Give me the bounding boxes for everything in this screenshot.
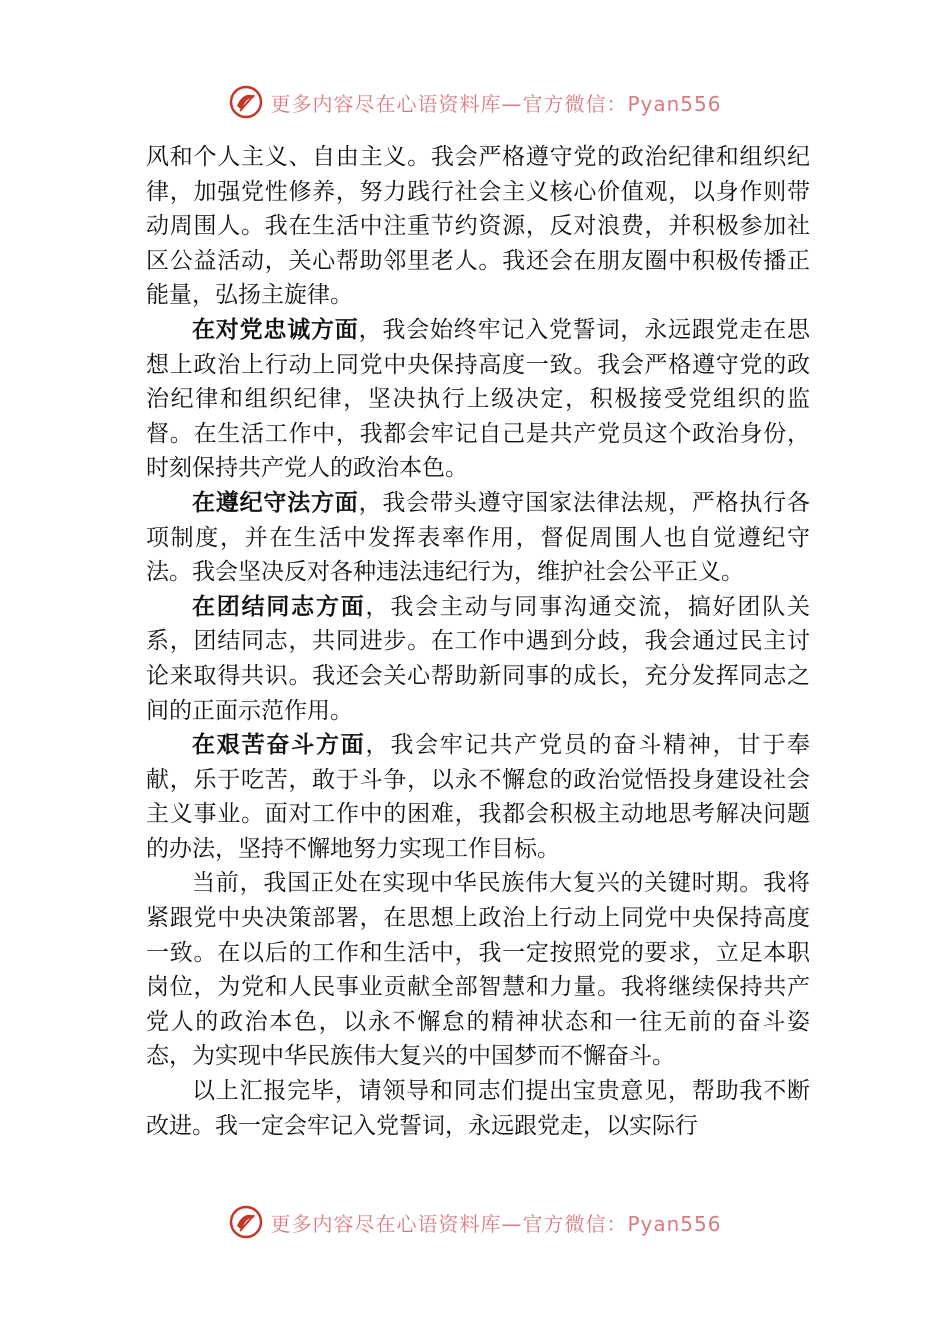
watermark-text: 更多内容尽在心语资料库—官方微信：Pyan556 <box>270 91 722 116</box>
paragraph-text: 当前，我国正处在实现中华民族伟大复兴的关键时期。我将紧跟党中央决策部署，在思想上政治上行动上同党中央保持高度一致。在以后的工作和生活中，我一定按照党的要求，立足本职岗位，为党和人民事业贡献全部智慧和力量。我将继续保持共产党人的政治本色，以永不懈怠的精神状态和一往无前的奋斗姿态，为实现中华民族伟大复兴的中国梦而不懈奋斗。 <box>146 870 810 1070</box>
paragraph-heading: 在团结同志方面 <box>192 592 366 620</box>
paragraph-text: ，我会主动与同事沟通交流，搞好团队关系，团结同志，共同进步。在工作中遇到分歧，我会通过民主讨论来取得共识。我还会关心帮助新同事的成长，充分发挥同志之间的正面示范作用。 <box>146 593 810 724</box>
paragraph-text: ，我会始终牢记入党誓词，永远跟党走在思想上政治上行动上同党中央保持高度一致。我会严格遵守党的政治纪律和组织纪律，坚决执行上级决定，积极接受党组织的监督。在生活工作中，我都会牢记自己是共产党员这个政治身份，时刻保持共产党人的政治本色。 <box>146 316 810 482</box>
paragraph-text: 以上汇报完毕，请领导和同志们提出宝贵意见，帮助我不断改进。我一定会牢记入党誓词，永远跟党走，以实际行 <box>146 1078 810 1139</box>
paragraph <box>146 313 810 486</box>
paragraph <box>146 728 810 866</box>
paragraph <box>146 486 810 590</box>
paragraph-text: ，我会带头遵守国家法律法规，严格执行各项制度，并在生活中发挥表率作用，督促周围人也自觉遵纪守法。我会坚决反对各种违法违纪行为，维护社会公平正义。 <box>146 489 810 586</box>
watermark-text: 更多内容尽在心语资料库—官方微信：Pyan556 <box>270 1211 722 1236</box>
header-watermark <box>0 82 950 122</box>
paragraph-heading: 在遵纪守法方面 <box>192 488 359 516</box>
paragraph <box>146 1074 810 1143</box>
paragraph-heading: 在对党忠诚方面 <box>192 315 359 343</box>
logo-icon <box>228 84 264 120</box>
paragraph-heading: 在艰苦奋斗方面 <box>192 731 366 759</box>
paragraph-text: ，我会牢记共产党员的奋斗精神，甘于奉献，乐于吃苦，敢于斗争，以永不懈怠的政治觉悟投身建设社会主义事业。面对工作中的困难，我都会积极主动地思考解决问题的办法，坚持不懈地努力实现工作目标。 <box>146 732 810 862</box>
logo-icon <box>228 1204 264 1240</box>
paragraph-text: 风和个人主义、自由主义。我会严格遵守党的政治纪律和组织纪律，加强党性修养，努力践行社会主义核心价值观，以身作则带动周围人。我在生活中注重节约资源，反对浪费，并积极参加社区公益活动，关心帮助邻里老人。我还会在朋友圈中积极传播正能量，弘扬主旋律。 <box>146 144 810 309</box>
footer-watermark <box>0 1202 950 1242</box>
paragraph <box>146 140 810 313</box>
paragraph <box>146 590 810 728</box>
document-body <box>146 140 810 1220</box>
paragraph <box>146 866 810 1074</box>
